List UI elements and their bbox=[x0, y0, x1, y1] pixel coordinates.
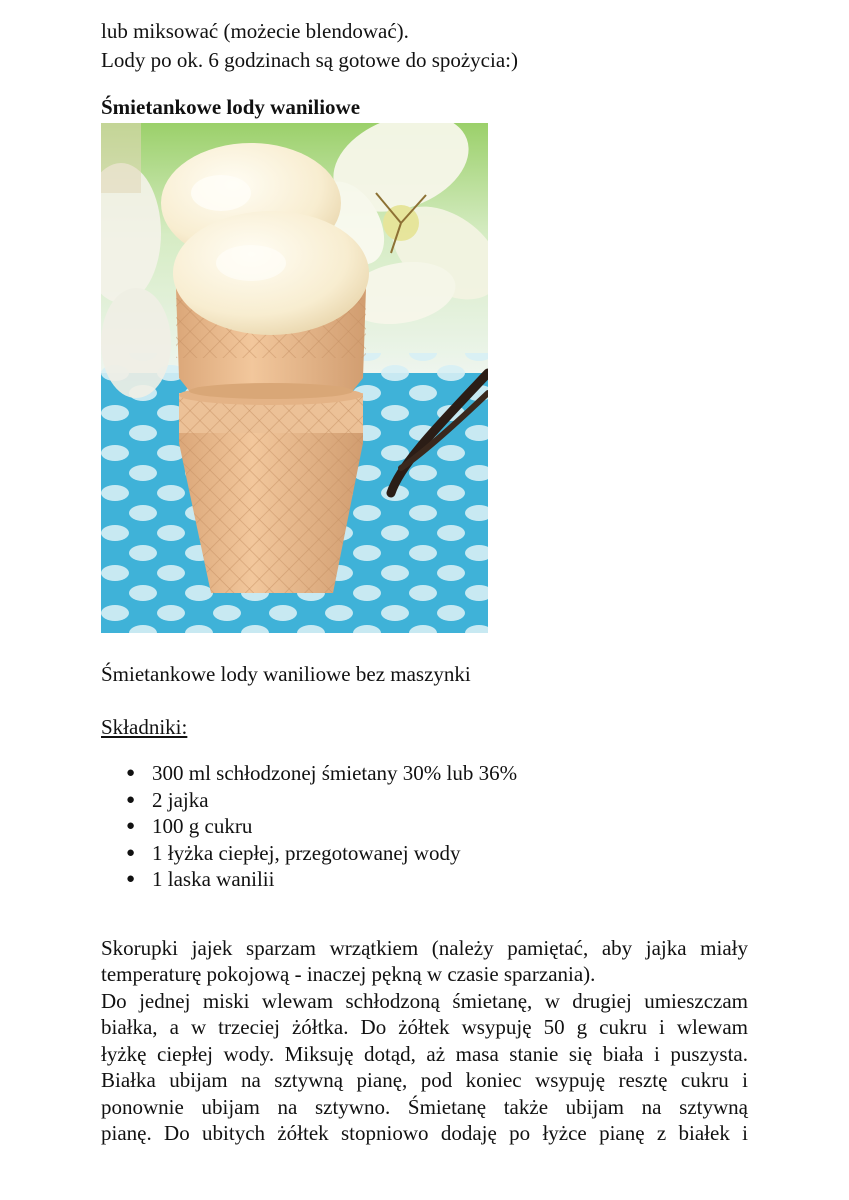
list-item: ● 100 g cukru bbox=[126, 814, 253, 838]
text-line-1: lub miksować (możecie blendować). bbox=[101, 19, 409, 43]
list-item: ● 1 laska wanilii bbox=[126, 867, 275, 891]
paragraph-2-line-3: łyżkę ciepłej wody. Miksuję dotąd, aż masa stanie się biała i puszysta. bbox=[101, 1042, 748, 1066]
bullet-icon: ● bbox=[126, 818, 136, 834]
recipe-title: Śmietankowe lody waniliowe bbox=[101, 95, 361, 119]
paragraph-1-line-2: temperaturę pokojową - inaczej pękną w czasie sparzania). bbox=[101, 962, 596, 986]
text-line-2: Lody po ok. 6 godzinach są gotowe do spożycia:) bbox=[101, 48, 518, 72]
list-item: ● 1 łyżka ciepłej, przegotowanej wody bbox=[126, 840, 461, 865]
ice-cream-cone-photo-illustration bbox=[101, 123, 488, 633]
list-item: ● 2 jajka bbox=[126, 787, 209, 812]
bullet-icon: ● bbox=[126, 871, 136, 887]
paragraph-2-line-1: Do jednej miski wlewam schłodzoną śmietanę, w drugiej umieszczam bbox=[101, 989, 748, 1013]
bullet-icon: ● bbox=[126, 765, 136, 781]
ingredients-list bbox=[101, 760, 517, 893]
paragraph-2-line-2: białka, a w trzeciej żółtka. Do żółtek wsypuję 50 g cukru i wlewam bbox=[101, 1015, 748, 1039]
ice-cream-cone-photo bbox=[101, 123, 488, 633]
recipe-subtitle: Śmietankowe lody waniliowe bez maszynki bbox=[101, 662, 471, 686]
bullet-icon: ● bbox=[126, 791, 136, 808]
bullet-icon: ● bbox=[126, 844, 136, 861]
paragraph-2-line-5: ponownie ubijam na sztywno. Śmietanę także ubijam na sztywną bbox=[101, 1095, 748, 1119]
paragraph-2-line-4: Białka ubijam na sztywną pianę, pod koniec wsypuję resztę cukru i bbox=[101, 1068, 748, 1092]
paragraph-2-line-6: pianę. Do ubitych żółtek stopniowo dodaję po łyżce pianę z białek i bbox=[101, 1121, 748, 1145]
paragraph-1-line-1: Skorupki jajek sparzam wrzątkiem (należy pamiętać, aby jajka miały bbox=[101, 936, 748, 960]
ingredients-heading: Składniki: bbox=[101, 715, 188, 739]
list-item: ● 300 ml schłodzonej śmietany 30% lub 36% bbox=[126, 761, 518, 785]
